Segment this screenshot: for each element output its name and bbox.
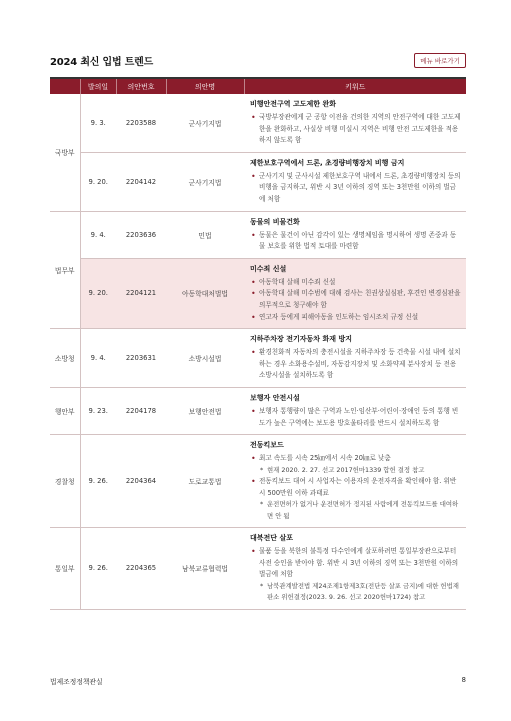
bill-name: 민법 xyxy=(166,211,244,258)
table-row xyxy=(50,329,466,388)
table-row xyxy=(50,387,466,434)
page-title: 2024 최신 입법 트렌드 xyxy=(50,56,154,68)
bill-number: 2203636 xyxy=(116,211,166,258)
footer-department: 법제조정정책관실 xyxy=(50,678,103,686)
table-row xyxy=(50,528,466,610)
bill-number: 2204364 xyxy=(116,435,166,528)
bill-name: 소방시설법 xyxy=(166,329,244,388)
keyword-bullet: • 아동학대 살해 미수죄 신설 xyxy=(250,277,462,289)
keyword-cell xyxy=(244,387,466,434)
table-body xyxy=(50,94,466,609)
ministry-cell: 통일부 xyxy=(50,528,80,610)
bill-number: 2203588 xyxy=(116,94,166,152)
ministry-cell: 국방부 xyxy=(50,94,80,211)
bill-name: 아동학대처벌법 xyxy=(166,258,244,328)
keyword-bullet: • 아동학대 살해 미수범에 대해 검사는 친권상실심판, 후견인 변경심판을 의무적으로 청구해야 함 xyxy=(250,288,462,311)
keyword-note: * 운전면허가 없거나 운전면허가 정지된 사람에게 전동킥보드를 대여하면 안 됨 xyxy=(250,499,462,522)
bill-number: 2204121 xyxy=(116,258,166,328)
proposal-date: 9. 26. xyxy=(80,435,116,528)
proposal-date: 9. 4. xyxy=(80,211,116,258)
table-row xyxy=(50,258,466,328)
keyword-bullet: • 연고자 등에게 피해아동을 인도하는 임시조치 규정 신설 xyxy=(250,312,462,324)
keyword-cell xyxy=(244,211,466,258)
keyword-bullet: • 국방부장관에게 군 공항 이전을 건의한 지역의 안전구역에 대한 고도제한을 완화하고, 사실상 비행 미실시 지역은 비행 안전 고도제한을 적용하지 않도록 함 xyxy=(250,112,462,147)
header-keyword: 키워드 xyxy=(244,79,466,94)
keyword-bullet: • 보행자 통행량이 많은 구역과 노인·임산부·어린이·장애인 등의 통행 빈도가 높은 구역에는 보도용 방호울타리를 반드시 설치하도록 함 xyxy=(250,406,462,429)
keyword-cell xyxy=(244,152,466,211)
ministry-cell: 법무부 xyxy=(50,211,80,329)
bill-name: 도로교통법 xyxy=(166,435,244,528)
keyword-title: 대북전단 살포 xyxy=(250,534,294,543)
keyword-note: * 현재 2020. 2. 27. 선고 2017헌마1339 합헌 결정 참고 xyxy=(250,465,462,476)
keyword-bullet: • 최고 속도를 시속 25㎞에서 시속 20㎞로 낮춤 xyxy=(250,453,462,465)
table-row xyxy=(50,152,466,211)
proposal-date: 9. 26. xyxy=(80,528,116,610)
keyword-bullet: • 전동킥보드 대여 시 사업자는 이용자의 운전자격을 확인해야 함. 위반 시 500만원 이하 과태료 xyxy=(250,476,462,499)
keyword-cell xyxy=(244,329,466,388)
header-bill-number: 의안번호 xyxy=(116,79,166,94)
bill-name: 군사기지법 xyxy=(166,152,244,211)
table-row xyxy=(50,94,466,152)
header-bill-name: 의안명 xyxy=(166,79,244,94)
legislation-table xyxy=(50,79,466,610)
page-number: 8 xyxy=(461,676,466,684)
keyword-cell xyxy=(244,94,466,152)
keyword-cell xyxy=(244,258,466,328)
ministry-cell: 경찰청 xyxy=(50,435,80,528)
keyword-title: 보행자 안전시설 xyxy=(250,393,300,402)
table-header-row xyxy=(50,79,466,94)
keyword-cell xyxy=(244,435,466,528)
keyword-bullet: • 물품 등을 북한의 불특정 다수인에게 살포하려면 통일부장관으로부터 사전 승인을 받아야 함. 위반 시 3년 이하의 징역 또는 3천만원 이하의 벌금에 처함 xyxy=(250,546,462,581)
keyword-bullet: • 군사기지 및 군사시설 제한보호구역 내에서 드론, 초경량비행장치 등의 비행을 금지하고, 위반 시 3년 이하의 징역 또는 3천만원 이하의 벌금에 처함 xyxy=(250,171,462,206)
bill-number: 2203631 xyxy=(116,329,166,388)
keyword-title: 제한보호구역에서 드론, 초경량비행장치 비행 금지 xyxy=(250,158,405,167)
ministry-cell: 소방청 xyxy=(50,329,80,388)
bill-number: 2204178 xyxy=(116,387,166,434)
keyword-title: 지하주차장 전기자동차 화재 방지 xyxy=(250,335,352,344)
keyword-title: 미수죄 신설 xyxy=(250,264,287,273)
keyword-note: * 남북관계발전법 제24조제1항제3호(전단등 살포 금지)에 대한 헌법재판소 위헌결정(2023. 9. 26. 선고 2020헌마1724) 참고 xyxy=(250,581,462,604)
keyword-title: 동물의 비물건화 xyxy=(250,217,300,226)
bill-name: 남북교류협력법 xyxy=(166,528,244,610)
proposal-date: 9. 3. xyxy=(80,94,116,152)
header-ministry xyxy=(50,79,80,94)
proposal-date: 9. 20. xyxy=(80,258,116,328)
table-row xyxy=(50,211,466,258)
proposal-date: 9. 20. xyxy=(80,152,116,211)
keyword-title: 비행안전구역 고도제한 완화 xyxy=(250,100,337,108)
proposal-date: 9. 23. xyxy=(80,387,116,434)
bill-name: 보행안전법 xyxy=(166,387,244,434)
keyword-bullet: • 동물은 물건이 아닌 감각이 있는 생명체임을 명시하여 생명 존중과 동물 보호를 위한 법적 토대를 마련함 xyxy=(250,230,462,253)
page-header xyxy=(50,48,466,72)
bill-number: 2204142 xyxy=(116,152,166,211)
header-date: 발의일 xyxy=(80,79,116,94)
ministry-cell: 행안부 xyxy=(50,387,80,434)
table-row xyxy=(50,435,466,528)
page-footer xyxy=(50,676,466,686)
proposal-date: 9. 4. xyxy=(80,329,116,388)
bill-name: 군사기지법 xyxy=(166,94,244,152)
keyword-title: 전동킥보드 xyxy=(250,441,284,450)
bill-number: 2204365 xyxy=(116,528,166,610)
keyword-cell xyxy=(244,528,466,610)
menu-shortcut-button[interactable]: 메뉴 바로가기 xyxy=(414,53,466,68)
keyword-bullet: • 환경친화적 자동차의 충전시설을 지하주차장 등 건축물 시설 내에 설치하는 경우 소화용수설비, 자동감지장치 및 소화약제 분사장치 등 전용 소방시설을 설치하도록 함 xyxy=(250,347,462,382)
